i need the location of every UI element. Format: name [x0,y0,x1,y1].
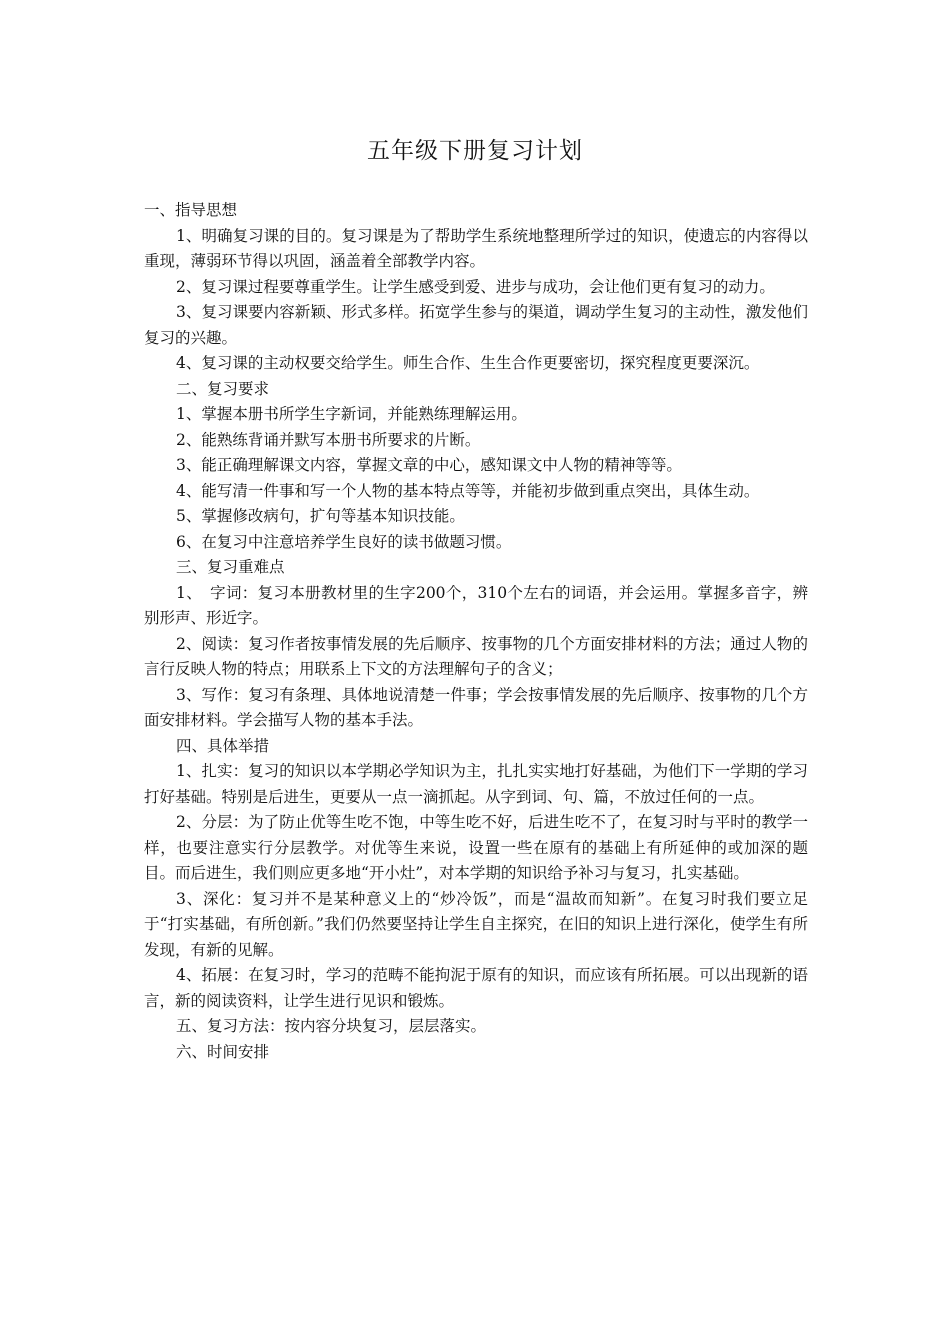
paragraph: 4、能写清一件事和写一个人物的基本特点等等，并能初步做到重点突出，具体生动。 [176,481,760,500]
paragraph: 6、在复习中注意培养学生良好的读书做题习惯。 [176,532,512,551]
paragraph: 2、分层：为了防止优等生吃不饱，中等生吃不好，后进生吃不了，在复习时与平时的教学一样，也要注意实行分层教学。对优等生来说，设置一些在原有的基础上有所延伸的或加深的题目。而后进生，我们则应更多地“开小灶”，对本学期的知识给予补习与复习，扎实基础。 [144,813,808,882]
section-heading-schedule: 六、时间安排 [176,1042,270,1061]
paragraph: 1、明确复习课的目的。复习课是为了帮助学生系统地整理所学过的知识，使遗忘的内容得以重现，薄弱环节得以巩固，涵盖着全部教学内容。 [144,226,808,270]
paragraph: 3、写作：复习有条理、具体地说清楚一件事；学会按事情发展的先后顺序、按事物的几个方面安排材料。学会描写人物的基本手法。 [144,685,808,729]
section-heading-key-points: 三、复习重难点 [176,558,285,576]
paragraph: 3、深化：复习并不是某种意义上的“炒冷饭”，而是“温故而知新”。在复习时我们要立足于“打实基础，有所创新。”我们仍然要坚持让学生自主探究，在旧的知识上进行深化，使学生有所发现，有新的见解。 [144,889,808,959]
paragraph: 1、掌握本册书所学生字新词，并能熟练理解运用。 [176,405,527,423]
paragraph: 2、能熟练背诵并默写本册书所要求的片断。 [176,430,481,449]
paragraph: 4、拓展：在复习时，学习的范畴不能拘泥于原有的知识，而应该有所拓展。可以出现新的语言，新的阅读资料，让学生进行见识和锻炼。 [144,966,808,1010]
document-title: 五年级下册复习计划 [367,138,583,164]
section-heading-requirements: 二、复习要求 [176,379,270,398]
document-body [144,198,808,1065]
paragraph: 2、阅读：复习作者按事情发展的先后顺序、按事物的几个方面安排材料的方法；通过人物的言行反映人物的特点；用联系上下文的方法理解句子的含义； [144,634,808,678]
paragraph: 4、复习课的主动权要交给学生。师生合作、生生合作更要密切，探究程度更要深沉。 [176,354,760,372]
paragraph: 3、能正确理解课文内容，掌握文章的中心，感知课文中人物的精神等等。 [176,456,682,474]
paragraph: 5、掌握修改病句，扩句等基本知识技能。 [176,507,465,525]
section-heading-guiding-ideology: 一、指导思想 [144,201,238,219]
paragraph: 1、扎实：复习的知识以本学期必学知识为主，扎扎实实地打好基础，为他们下一学期的学习打好基础。特别是后进生，更要从一点一滴抓起。从字到词、句、篇，不放过任何的一点。 [144,762,808,806]
paragraph: 2、复习课过程要尊重学生。让学生感受到爱、进步与成功，会让他们更有复习的动力。 [176,277,775,296]
section-heading-measures: 四、具体举措 [176,736,270,755]
paragraph: 1、 字词：复习本册教材里的生字200个，310个左右的词语，并会运用。掌握多音字，辨别形声、形近字。 [144,583,808,627]
section-heading-methods: 五、复习方法：按内容分块复习，层层落实。 [176,1017,487,1035]
paragraph: 3、复习课要内容新颖、形式多样。拓宽学生参与的渠道，调动学生复习的主动性，激发他们复习的兴趣。 [144,303,808,347]
